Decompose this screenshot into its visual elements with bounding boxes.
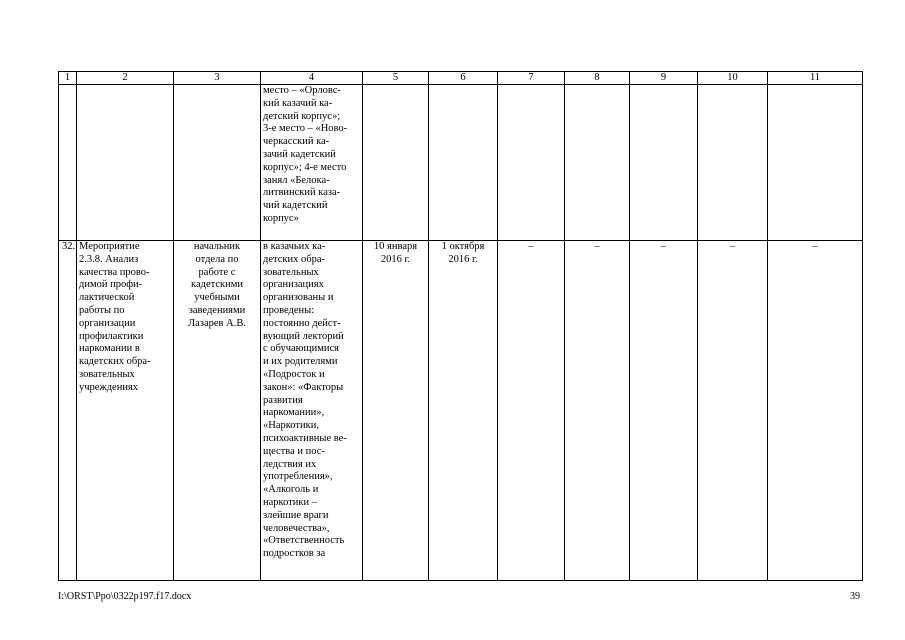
column-header: 11 [768, 72, 863, 85]
column-header: 7 [498, 72, 565, 85]
event-cell: Мероприятие 2.3.8. Анализ качества прово- димой профи- лактической работы по организации профилактики наркомании в кадетских обра- зовательных учреждениях [77, 241, 174, 581]
empty-cell [77, 85, 174, 241]
empty-cell [768, 85, 863, 241]
column-header: 3 [174, 72, 261, 85]
dash-cell: – [565, 241, 630, 581]
column-header: 9 [630, 72, 698, 85]
row-number: 32. [59, 241, 77, 581]
dash-cell: – [768, 241, 863, 581]
end-date-cell: 1 октября 2016 г. [429, 241, 498, 581]
empty-cell [565, 85, 630, 241]
column-header: 6 [429, 72, 498, 85]
dash-cell: – [498, 241, 565, 581]
column-number-row [59, 72, 863, 85]
table-row-continued [59, 85, 863, 241]
dash-cell: – [630, 241, 698, 581]
empty-cell [363, 85, 429, 241]
column-header: 2 [77, 72, 174, 85]
responsible-cell: начальник отдела по работе с кадетскими учебными заведениями Лазарев А.В. [174, 241, 261, 581]
plan-table [58, 71, 863, 581]
column-header: 8 [565, 72, 630, 85]
empty-cell [498, 85, 565, 241]
footer-file-path: I:\ORST\Ppo\0322p197.f17.docx [58, 591, 192, 602]
column-header: 1 [59, 72, 77, 85]
column-header: 5 [363, 72, 429, 85]
start-date-cell: 10 января 2016 г. [363, 241, 429, 581]
result-cell: место – «Орловс- кий казачий ка- детский корпус»; 3-е место – «Ново- черкасский ка- зачий кадетский корпус»; 4-е место занял «Белока- литвинский каза- чий кадетский корпус» [261, 85, 363, 241]
empty-cell [429, 85, 498, 241]
empty-cell [698, 85, 768, 241]
result-cell: в казачьих ка- детских обра- зовательных организациях организованы и проведены: постоянно дейст- вующий лекторий с обучающимися и их родителями «Подросток и закон»: «Факторы развития наркомании», «Наркотики, психоактивные ве- щества и пос- ледствия их употребления», «Алкоголь и наркотики – злейшие враги человечества», «Ответственность подростков за [261, 241, 363, 581]
column-header: 4 [261, 72, 363, 85]
page-number: 39 [850, 591, 860, 602]
empty-cell [59, 85, 77, 241]
empty-cell [174, 85, 261, 241]
column-header: 10 [698, 72, 768, 85]
dash-cell: – [698, 241, 768, 581]
table-row [59, 241, 863, 581]
empty-cell [630, 85, 698, 241]
